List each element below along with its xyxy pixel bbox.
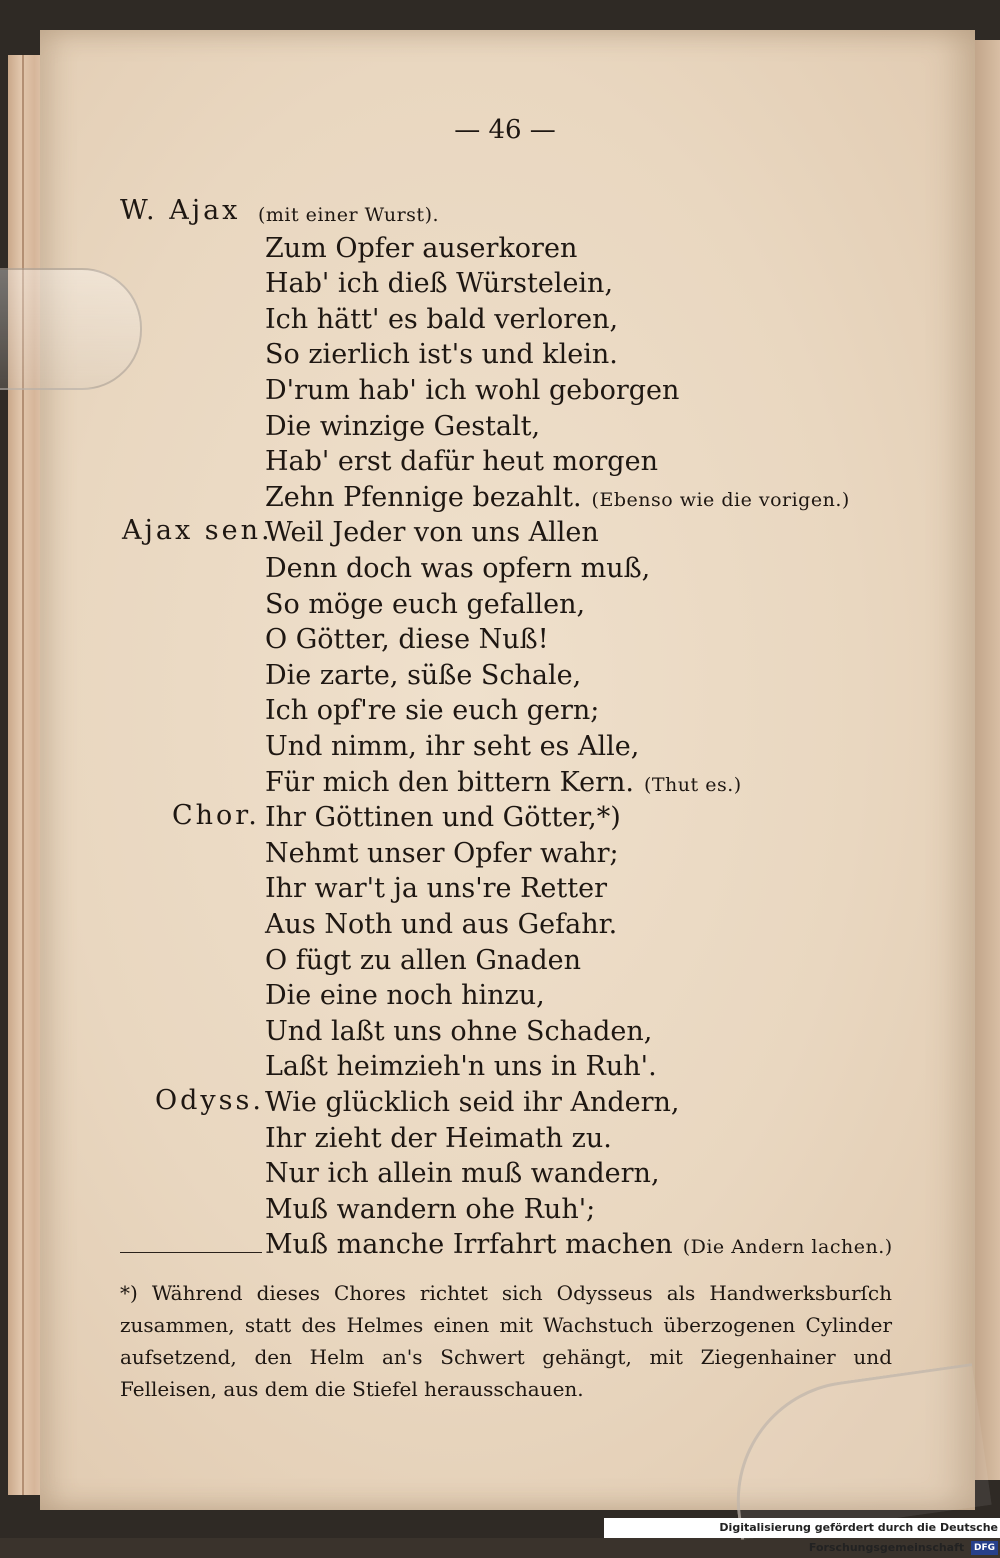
credit-text: Digitalisierung gefördert durch die Deutsche Forschungsgemeinschaft (719, 1521, 998, 1554)
verse-line (265, 515, 599, 551)
speaker-label: Chor. (172, 800, 260, 832)
verse-text: O Götter, diese Nuß! (265, 624, 549, 656)
verse-line (265, 231, 577, 267)
verse-line (265, 337, 618, 373)
footnote: *) Während dieses Chores richtet sich Odysseus als Handwerksburſch zusammen, statt des Helmes einen mit Wachstuch überzogenen Cylinder aufsetzend, den Helm an's Schwert gehängt, mit Ziegenhainer und Felleisen, aus dem die Stiefel herausschauen. (120, 1281, 892, 1401)
verse-text: So möge euch gefallen, (265, 588, 586, 620)
speaker-label: Odyss. (155, 1085, 264, 1116)
verse-line (265, 693, 599, 729)
verse-line (265, 373, 679, 409)
stage-direction: (Die Andern lachen.) (682, 1236, 893, 1259)
verse-text: Wie glücklich seid ihr Andern, (265, 1087, 680, 1118)
verse-line (265, 1014, 652, 1050)
footnote-rule (120, 1252, 262, 1253)
verse-text: So zierlich ist's und klein. (265, 339, 618, 371)
dfg-logo: DFG (971, 1541, 998, 1555)
verse-text: Ihr Göttinen und Götter,*) (265, 802, 621, 834)
verse-text: Zehn Pfennige bezahlt. (265, 481, 582, 513)
verse-text: Nur ich allein muß wandern, (265, 1158, 660, 1190)
verse-text: Die zarte, süße Schale, (265, 659, 582, 691)
verse-line (265, 1156, 660, 1192)
verse-text: Aus Noth und aus Gefahr. (265, 909, 618, 940)
verse-line (265, 765, 742, 804)
verse-line (265, 551, 650, 587)
verse-text: Nehmt unser Opfer wahr; (265, 837, 619, 869)
verse-line (265, 1049, 657, 1085)
verse-text: Muß manche Irrfahrt machen (265, 1229, 673, 1261)
verse-line (265, 871, 607, 907)
verse-line (265, 1085, 680, 1121)
verse-text: Laßt heimzieh'n uns in Ruh'. (265, 1051, 657, 1083)
verse-text: Hab' ich dieß Würstelein, (265, 268, 614, 300)
verse-text: D'rum hab' ich wohl geborgen (265, 375, 680, 406)
verse-text: O fügt zu allen Gnaden (265, 944, 582, 976)
verse-text: Ich hätt' es bald verloren, (265, 303, 619, 335)
verse-text: Die winzige Gestalt, (265, 410, 541, 442)
verse-text: Ihr war't ja uns're Retter (265, 873, 607, 905)
verse-line (265, 302, 618, 338)
verse-text: Zum Opfer auserkoren (265, 232, 578, 264)
verse-line (265, 444, 658, 480)
speaker-label: W. Ajax (120, 195, 241, 226)
verse-text: Und laßt uns ohne Schaden, (265, 1015, 653, 1047)
verse-line (265, 943, 581, 979)
verse-text: Muß wandern ohe Ruh'; (265, 1193, 596, 1225)
verse-line (265, 800, 621, 836)
verse-line (258, 195, 439, 234)
verse-text: Denn doch was opfern muß, (265, 553, 651, 584)
verse-text: Ich opf're sie euch gern; (265, 695, 600, 727)
page-clip (0, 268, 142, 390)
verse-line (265, 409, 540, 445)
verse-line (265, 622, 549, 658)
verse-text: Hab' erst dafür heut morgen (265, 446, 658, 478)
verse-line (265, 978, 545, 1014)
digitization-credit (604, 1518, 1000, 1554)
verse-line (265, 729, 639, 765)
verse-line (265, 1121, 612, 1157)
speaker-label: Ajax sen. (122, 515, 273, 547)
verse-line (265, 266, 613, 302)
verse-line (265, 836, 619, 872)
page-number: — 46 — (454, 115, 556, 145)
verse-line (265, 1192, 595, 1228)
verse-line (265, 907, 617, 943)
verse-text: Und nimm, ihr seht es Alle, (265, 731, 640, 762)
verse-line (265, 1227, 893, 1266)
verse-text: Ihr zieht der Heimath zu. (265, 1122, 612, 1154)
stage-direction: (Ebenso wie die vorigen.) (591, 488, 850, 511)
verse-text: Die eine noch hinzu, (265, 980, 545, 1012)
verse-text: Für mich den bittern Kern. (265, 766, 634, 798)
verse-text: Weil Jeder von uns Allen (265, 517, 599, 549)
verse-line (265, 658, 581, 694)
stage-direction: (Thut es.) (643, 773, 742, 796)
stage-direction: (mit einer Wurst). (258, 204, 440, 226)
verse-line (265, 587, 585, 623)
verse-line (265, 480, 850, 519)
